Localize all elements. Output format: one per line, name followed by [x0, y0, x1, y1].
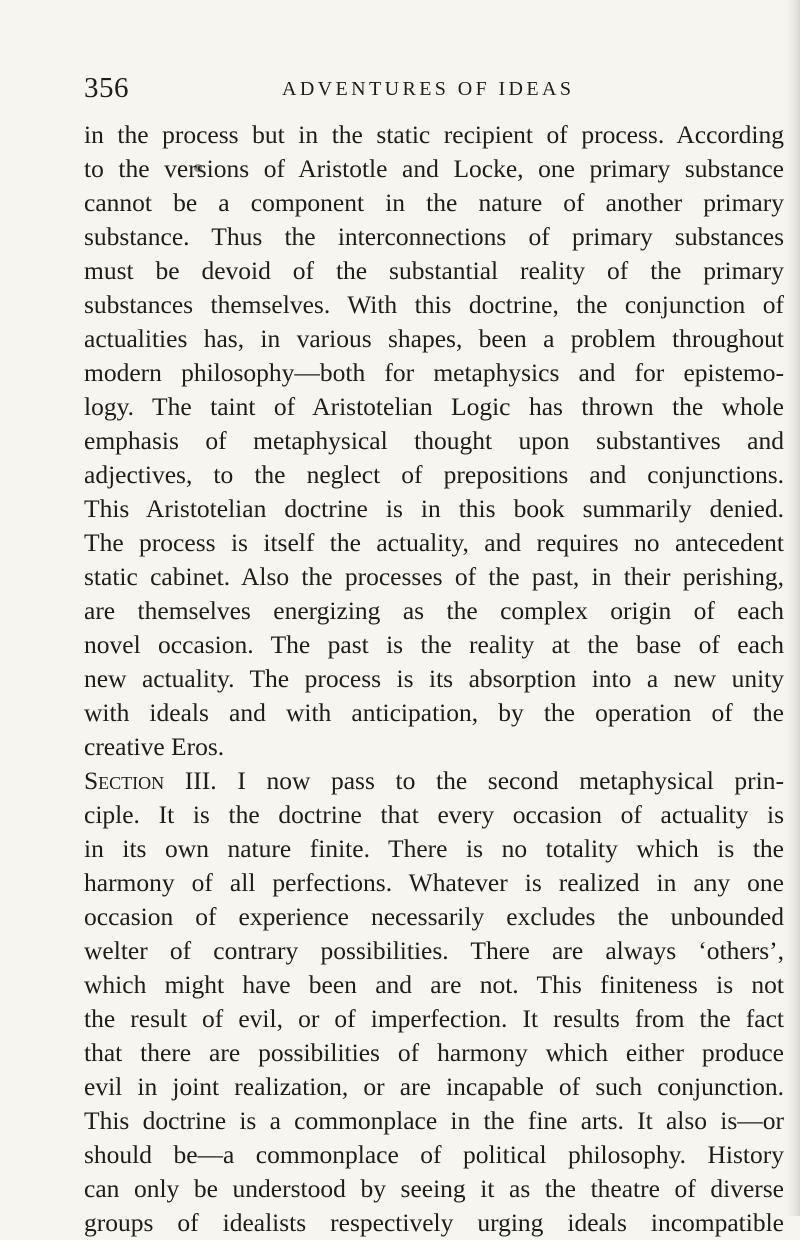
- text-line: that there are possibilities of harmony which either produce: [84, 1038, 784, 1067]
- text-line: adjectives, to the neglect of prepositions and conjunctions.: [84, 460, 784, 489]
- text-line: ciple. It is the doctrine that every occasion of actuality is: [84, 800, 784, 829]
- text-line: in the process but in the static recipient of process. According: [84, 120, 784, 149]
- text-line: welter of contrary possibilities. There are always ‘others’,: [84, 936, 784, 965]
- text-line: creative Eros.: [84, 732, 225, 761]
- text-line: The process is itself the actuality, and requires no antecedent: [84, 528, 784, 557]
- text-line: modern philosophy—both for metaphysics and for epistemo-: [84, 358, 784, 387]
- section-heading: Section III.: [84, 766, 217, 795]
- body-text: [84, 118, 784, 1240]
- text-line: are themselves energizing as the complex origin of each: [84, 596, 784, 625]
- page-edge-shadow: [786, 0, 800, 1216]
- text-line: should be—a commonplace of political philosophy. History: [84, 1140, 784, 1169]
- text-line: emphasis of metaphysical thought upon substantives and: [84, 426, 784, 455]
- text-line: novel occasion. The past is the reality at the base of each: [84, 630, 784, 659]
- text-line: substance. Thus the interconnections of primary substances: [84, 222, 784, 251]
- text-line: groups of idealists respectively urging ideals incompatible: [84, 1208, 784, 1237]
- text-line: substances themselves. With this doctrine, the conjunction of: [84, 290, 784, 319]
- text-line: which might have been and are not. This finiteness is not: [84, 970, 784, 999]
- text-line: evil in joint realization, or are incapable of such conjunction.: [84, 1072, 784, 1101]
- text-line: with ideals and with anticipation, by the operation of the: [84, 698, 784, 727]
- page-number: 356: [84, 72, 129, 104]
- text-line-segment: I now pass to the second metaphysical prin-: [237, 766, 784, 795]
- text-line: to the versions of Aristotle and Locke, one primary substance: [84, 154, 784, 183]
- text-line: in its own nature finite. There is no totality which is the: [84, 834, 784, 863]
- text-line: static cabinet. Also the processes of the past, in their perishing,: [84, 562, 784, 591]
- text-line: must be devoid of the substantial reality of the primary: [84, 256, 784, 285]
- text-line: can only be understood by seeing it as the theatre of diverse: [84, 1174, 784, 1203]
- section-start-line: [84, 764, 784, 798]
- text-line: harmony of all perfections. Whatever is realized in any one: [84, 868, 784, 897]
- text-line: logy. The taint of Aristotelian Logic has thrown the whole: [84, 392, 784, 421]
- text-line: actualities has, in various shapes, been a problem throughout: [84, 324, 784, 353]
- text-line: This Aristotelian doctrine is in this book summarily denied.: [84, 494, 784, 523]
- text-line: the result of evil, or of imperfection. It results from the fact: [84, 1004, 784, 1033]
- text-line: occasion of experience necessarily excludes the unbounded: [84, 902, 784, 931]
- text-line: This doctrine is a commonplace in the fine arts. It also is—or: [84, 1106, 784, 1135]
- text-line: new actuality. The process is its absorption into a new unity: [84, 664, 784, 693]
- page-header: [84, 70, 784, 110]
- running-head: ADVENTURES OF IDEAS: [282, 78, 575, 100]
- text-line: cannot be a component in the nature of another primary: [84, 188, 784, 217]
